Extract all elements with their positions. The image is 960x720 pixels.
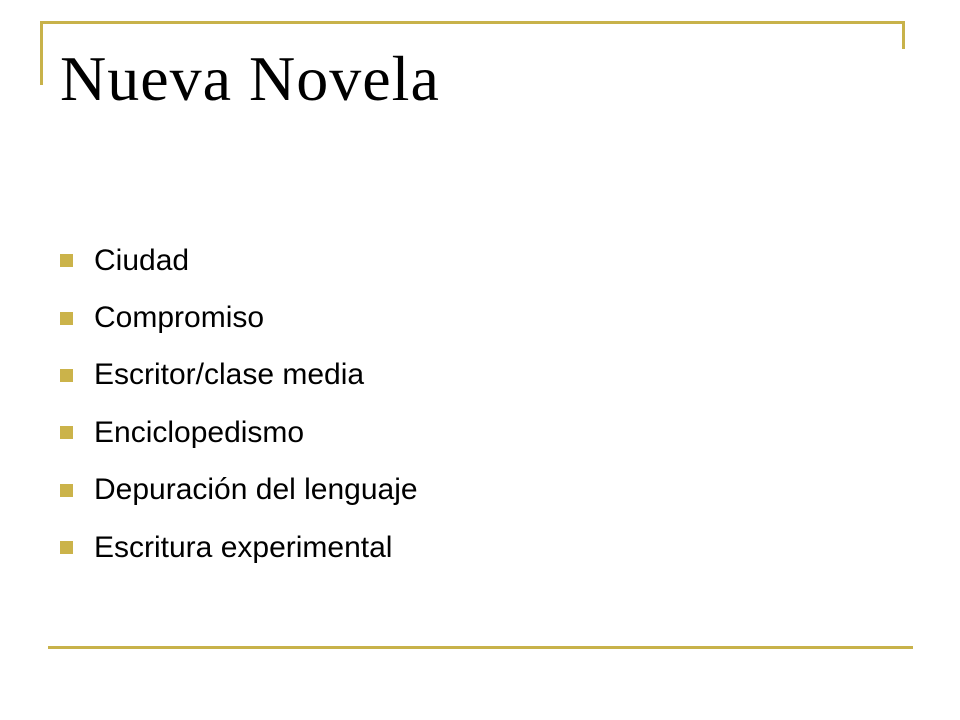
bullet-list [60,232,418,576]
bullet-item [60,519,418,576]
bullet-text: Escritor/clase media [94,358,365,392]
bullet-item [60,347,418,404]
bullet-text: Escritura experimental [94,530,393,564]
square-bullet-icon [60,369,73,382]
square-bullet-icon [60,541,73,554]
bottom-rule [48,646,913,649]
bullet-text: Depuración del lenguaje [94,473,418,507]
bullet-text: Enciclopedismo [94,415,305,449]
square-bullet-icon [60,254,73,267]
slide-title: Nueva Novela [60,43,440,114]
top-rule [40,21,905,24]
bullet-item [60,462,418,519]
square-bullet-icon [60,312,73,325]
square-bullet-icon [60,484,73,497]
bullet-item [60,404,418,461]
top-right-rule [902,21,905,49]
top-left-rule [40,21,43,85]
bullet-item [60,289,418,346]
bullet-text: Ciudad [94,243,190,277]
square-bullet-icon [60,426,73,439]
bullet-text: Compromiso [94,301,265,335]
bullet-item [60,232,418,289]
